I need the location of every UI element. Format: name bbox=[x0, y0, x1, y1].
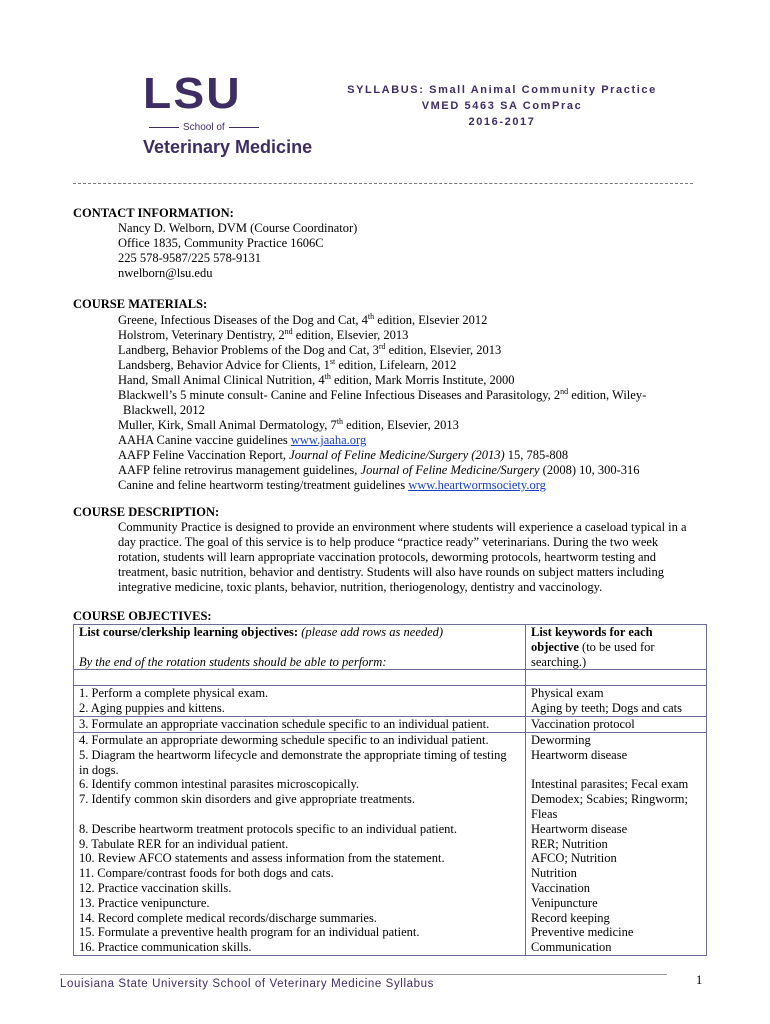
lsu-vet-logo bbox=[143, 69, 313, 157]
logo-rule-left bbox=[149, 127, 179, 128]
objectives-table bbox=[73, 624, 707, 956]
description-line: integrative medicine, toxic plants, behavior, nutrition, theriogenology, dentistry and vaccinology. bbox=[118, 580, 603, 594]
material-aaha: AAHA Canine vaccine guidelines www.jaaha.org bbox=[118, 433, 367, 447]
material-landsberg-advice: Landsberg, Behavior Advice for Clients, 1st edition, Lifelearn, 2012 bbox=[118, 356, 457, 372]
materials-heading: COURSE MATERIALS: bbox=[73, 297, 208, 311]
material-landsberg-problems: Landberg, Behavior Problems of the Dog and Cat, 3rd edition, Elsevier, 2013 bbox=[118, 341, 502, 357]
table-header-row bbox=[74, 625, 706, 670]
material-heartworm: Canine and feline heartworm testing/treatment guidelines www.heartwormsociety.org bbox=[118, 478, 546, 492]
academic-year: 2016-2017 bbox=[468, 116, 536, 128]
aaha-link[interactable]: www.jaaha.org bbox=[290, 433, 367, 447]
objective-cell: 1. Perform a complete physical exam. 2. Aging puppies and kittens. bbox=[74, 686, 526, 716]
material-blackwell-cont: Blackwell, 2012 bbox=[123, 403, 205, 417]
contact-email[interactable]: nwelborn@lsu.edu bbox=[118, 266, 213, 280]
contact-phone: 225 578-9587/225 578-9131 bbox=[118, 251, 262, 265]
header-objectives-cell: List course/clerkship learning objectives: (please add rows as needed) By the end of the rotation students should be able to perform: bbox=[74, 625, 526, 669]
table-row bbox=[74, 733, 706, 955]
footer-divider bbox=[60, 974, 667, 975]
description-line: day practice. The goal of this service is to help produce “practice ready” veterinarians. During the two week bbox=[118, 535, 659, 549]
logo-school-of-text: School of bbox=[183, 122, 225, 133]
description-line: rotation, students will learn appropriate vaccination protocols, deworming protocols, heartworm testing and bbox=[118, 550, 657, 564]
description-line: treatment, basic nutrition, behavior and dentistry. Students will also have rounds on subject matters including bbox=[118, 565, 664, 579]
contact-heading: CONTACT INFORMATION: bbox=[73, 206, 234, 220]
contact-office: Office 1835, Community Practice 1606C bbox=[118, 236, 324, 250]
description-line: Community Practice is designed to provide an environment where students will experience a caseload typical in a bbox=[118, 520, 687, 534]
material-aafp-retrovirus: AAFP feline retrovirus management guidelines, Journal of Feline Medicine/Surgery (2008) 10, 300-316 bbox=[118, 463, 640, 477]
material-aafp-vaccination: AAFP Feline Vaccination Report, Journal of Feline Medicine/Surgery (2013) 15, 785-808 bbox=[118, 448, 569, 462]
keyword-cell: Vaccination protocol bbox=[531, 717, 635, 731]
heartworm-link[interactable]: www.heartwormsociety.org bbox=[408, 478, 546, 492]
material-hand: Hand, Small Animal Clinical Nutrition, 4th edition, Mark Morris Institute, 2000 bbox=[118, 371, 515, 387]
table-spacer-row bbox=[74, 670, 706, 686]
material-muller: Muller, Kirk, Small Animal Dermatology, 7th edition, Elsevier, 2013 bbox=[118, 416, 459, 432]
logo-school-name: Veterinary Medicine bbox=[143, 137, 313, 157]
logo-rule-right bbox=[229, 127, 259, 128]
objectives-heading: COURSE OBJECTIVES: bbox=[73, 609, 212, 623]
material-holstrom: Holstrom, Veterinary Dentistry, 2nd edition, Elsevier, 2013 bbox=[118, 326, 409, 342]
table-row bbox=[74, 686, 706, 717]
footer-text: Louisiana State University School of Veterinary Medicine Syllabus bbox=[60, 978, 434, 990]
material-greene: Greene, Infectious Diseases of the Dog and Cat, 4th edition, Elsevier 2012 bbox=[118, 311, 488, 327]
description-heading: COURSE DESCRIPTION: bbox=[73, 505, 220, 519]
objective-cell: 3. Formulate an appropriate vaccination schedule specific to an individual patient. bbox=[74, 717, 526, 732]
syllabus-title: SYLLABUS: Small Animal Community Practice bbox=[347, 84, 657, 96]
keyword-cell: Deworming Heartworm disease Intestinal parasites; Fecal exam Demodex; Scabies; Ringworm; Fleas Heartworm disease RER; Nutrition AFCO; Nutrition Nutrition Vaccination Venipuncture Record keeping Preventive medicine Communication bbox=[531, 733, 689, 955]
page-number: 1 bbox=[696, 973, 703, 987]
header-divider bbox=[73, 183, 693, 184]
objective-cell: 4. Formulate an appropriate deworming schedule specific to an individual patient. 5. Diagram the heartworm lifecycle and demonstrate the appropriate timing of testing in dogs. 6. Identify common intestinal parasites microscopically. 7. Identify common skin disorders and give appropriate treatments. 8. Describe heartworm treatment protocols specific to an individual patient. 9. Tabulate RER for an individual patient. 10. Review AFCO statements and assess information from the statement. 11. Compare/contrast foods for both dogs and cats. 12. Practice vaccination skills. 13. Practice venipuncture. 14. Record complete medical records/discharge summaries. 15. Formulate a preventive health program for an individual patient. 16. Practice communication skills. bbox=[74, 733, 526, 955]
logo-school-of bbox=[143, 122, 273, 133]
contact-name: Nancy D. Welborn, DVM (Course Coordinator) bbox=[118, 221, 358, 235]
logo-wordmark: LSU bbox=[143, 69, 242, 118]
keyword-cell: Physical exam Aging by teeth; Dogs and cats bbox=[531, 686, 683, 715]
table-row bbox=[74, 717, 706, 733]
header-keywords-cell: List keywords for each objective (to be used for searching.) bbox=[531, 625, 655, 669]
material-blackwell: Blackwell’s 5 minute consult- Canine and Feline Infectious Diseases and Parasitology, 2nd edition, Wiley- bbox=[118, 386, 647, 402]
course-code: VMED 5463 SA ComPrac bbox=[421, 100, 583, 112]
